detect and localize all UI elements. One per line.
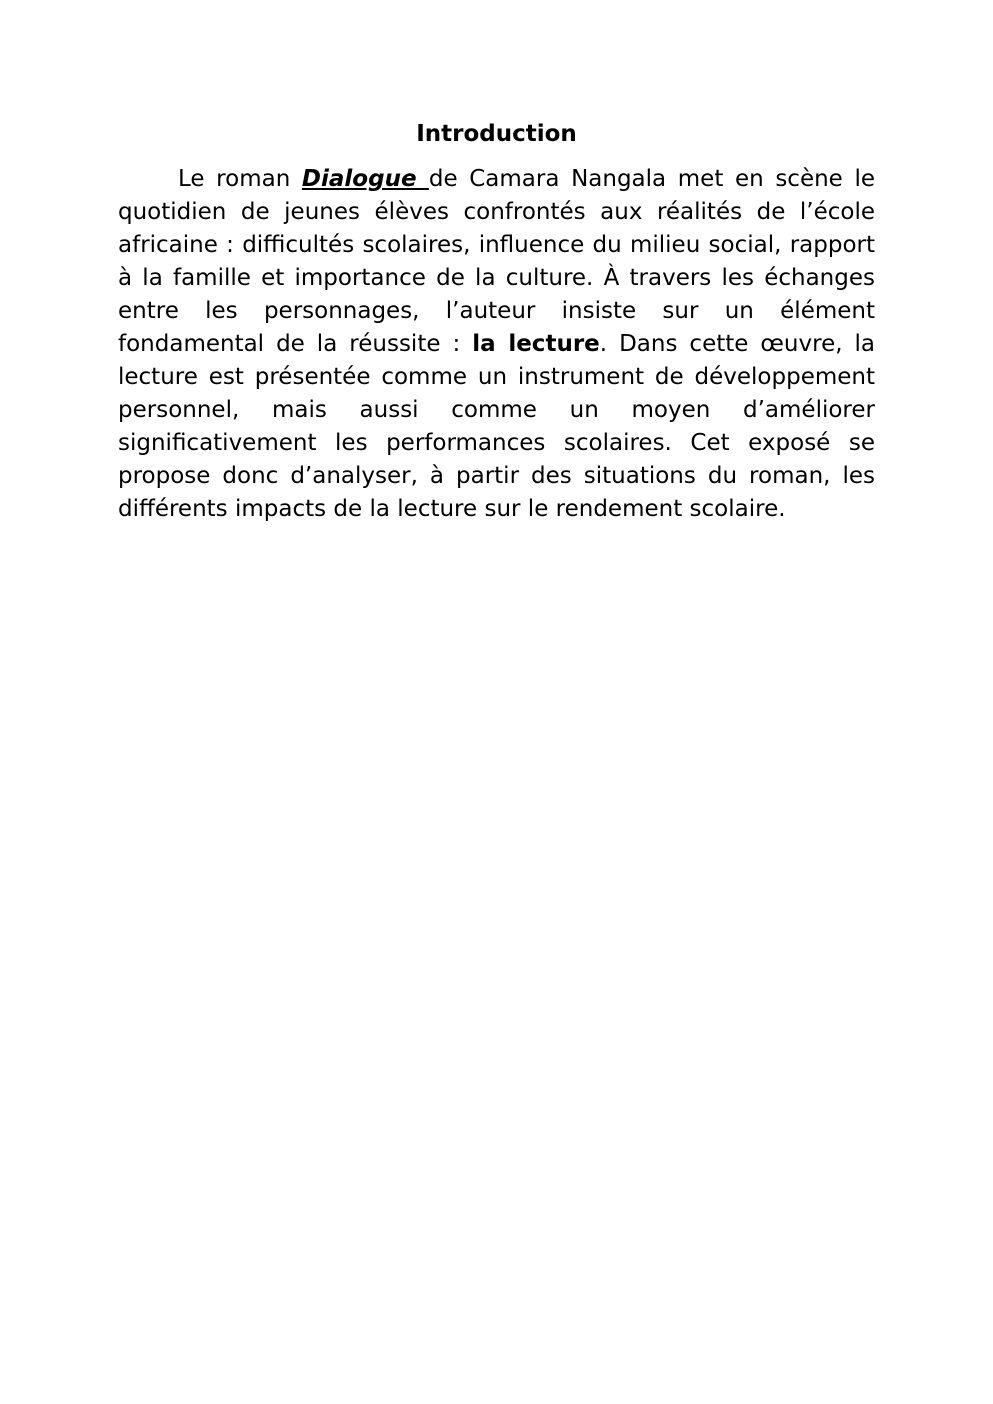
body-text-block [118,163,875,526]
paragraph-run-1: Le roman [178,166,302,192]
emphasis-la-lecture: la lecture [472,331,600,357]
paragraph-run-3: . Dans cette œuvre, la lecture est présentée comme un instrument de développement personnel, mais aussi comme un moyen d’améliorer significativement les performances scolaires. Cet exposé se propose donc d’analyser, à partir des situations du roman, les différents impacts de la lecture sur le rendement scolaire. [118,331,876,522]
blank-page-area [0,540,993,1404]
page-title: Introduction [416,121,577,147]
paragraph-run-2: de Camara Nangala met en scène le quotidien de jeunes élèves confrontés aux réalités de l’école africaine : difficultés scolaires, influence du milieu social, rapport à la famille et importance de la culture. À travers les échanges entre les personnages, l’auteur insiste sur un élément fondamental de la réussite : [118,166,875,357]
introduction-paragraph [118,163,875,526]
book-title-dialogue: Dialogue [301,166,429,192]
